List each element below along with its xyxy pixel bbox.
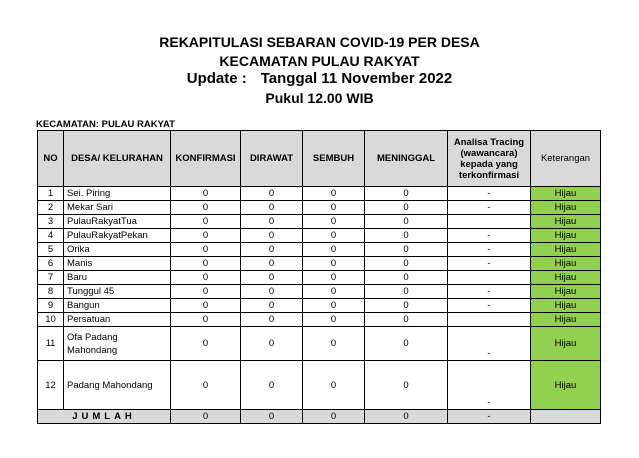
cell-no: 9 bbox=[38, 299, 64, 313]
cell-ket: Hijau bbox=[531, 271, 601, 285]
cell-tracing bbox=[448, 215, 531, 229]
cell-ket: Hijau bbox=[531, 257, 601, 271]
table-row bbox=[38, 285, 601, 299]
cell-konfirmasi: 0 bbox=[171, 243, 241, 257]
cell-konfirmasi: 0 bbox=[171, 271, 241, 285]
cell-dirawat: 0 bbox=[241, 361, 303, 410]
cell-desa: Tunggul 45 bbox=[64, 285, 171, 299]
table-row bbox=[38, 299, 601, 313]
cell-ket: Hijau bbox=[531, 229, 601, 243]
cell-sembuh: 0 bbox=[303, 229, 365, 243]
total-konfirmasi: 0 bbox=[171, 410, 241, 424]
total-tracing: - bbox=[448, 410, 531, 424]
table-row bbox=[38, 215, 601, 229]
cell-desa: Sei. Piring bbox=[64, 187, 171, 201]
cell-meninggal: 0 bbox=[365, 313, 448, 327]
total-dirawat: 0 bbox=[241, 410, 303, 424]
col-konfirmasi: KONFIRMASI bbox=[171, 131, 241, 187]
cell-konfirmasi: 0 bbox=[171, 327, 241, 361]
update-line bbox=[0, 70, 639, 88]
table-header-row bbox=[38, 131, 601, 187]
cell-no: 2 bbox=[38, 201, 64, 215]
cell-ket: Hijau bbox=[531, 201, 601, 215]
cell-ket: Hijau bbox=[531, 215, 601, 229]
cell-dirawat: 0 bbox=[241, 285, 303, 299]
cell-ket: Hijau bbox=[531, 243, 601, 257]
cell-sembuh: 0 bbox=[303, 285, 365, 299]
cell-dirawat: 0 bbox=[241, 243, 303, 257]
total-sembuh: 0 bbox=[303, 410, 365, 424]
col-keterangan: Keterangan bbox=[531, 131, 601, 187]
cell-meninggal: 0 bbox=[365, 299, 448, 313]
cell-meninggal: 0 bbox=[365, 327, 448, 361]
col-tracing: Analisa Tracing (wawancara) kepada yang terkonfirmasi bbox=[448, 131, 531, 187]
cell-no: 1 bbox=[38, 187, 64, 201]
total-row bbox=[38, 410, 601, 424]
cell-meninggal: 0 bbox=[365, 243, 448, 257]
cell-no: 4 bbox=[38, 229, 64, 243]
cell-meninggal: 0 bbox=[365, 257, 448, 271]
report-title: REKAPITULASI SEBARAN COVID-19 PER DESA bbox=[159, 34, 480, 50]
table-row bbox=[38, 229, 601, 243]
cell-ket: Hijau bbox=[531, 187, 601, 201]
cell-sembuh: 0 bbox=[303, 271, 365, 285]
table-row bbox=[38, 201, 601, 215]
cell-konfirmasi: 0 bbox=[171, 299, 241, 313]
table-row bbox=[38, 327, 601, 361]
cell-ket: Hijau bbox=[531, 299, 601, 313]
cell-konfirmasi: 0 bbox=[171, 285, 241, 299]
cell-dirawat: 0 bbox=[241, 257, 303, 271]
cell-dirawat: 0 bbox=[241, 187, 303, 201]
covid-table bbox=[37, 130, 601, 424]
cell-tracing: - bbox=[448, 257, 531, 271]
cell-dirawat: 0 bbox=[241, 201, 303, 215]
cell-meninggal: 0 bbox=[365, 285, 448, 299]
table-row bbox=[38, 271, 601, 285]
cell-desa: Persatuan bbox=[64, 313, 171, 327]
total-meninggal: 0 bbox=[365, 410, 448, 424]
cell-tracing bbox=[448, 313, 531, 327]
cell-ket: Hijau bbox=[531, 361, 601, 410]
table-row bbox=[38, 313, 601, 327]
cell-sembuh: 0 bbox=[303, 313, 365, 327]
col-meninggal: MENINGGAL bbox=[365, 131, 448, 187]
cell-sembuh: 0 bbox=[303, 215, 365, 229]
cell-tracing bbox=[448, 271, 531, 285]
col-sembuh: SEMBUH bbox=[303, 131, 365, 187]
cell-tracing: - bbox=[448, 243, 531, 257]
cell-meninggal: 0 bbox=[365, 201, 448, 215]
cell-meninggal: 0 bbox=[365, 215, 448, 229]
cell-dirawat: 0 bbox=[241, 215, 303, 229]
total-label: JUMLAH bbox=[38, 410, 171, 424]
cell-meninggal: 0 bbox=[365, 229, 448, 243]
cell-no: 10 bbox=[38, 313, 64, 327]
cell-konfirmasi: 0 bbox=[171, 257, 241, 271]
cell-konfirmasi: 0 bbox=[171, 229, 241, 243]
cell-tracing: - bbox=[448, 285, 531, 299]
cell-ket: Hijau bbox=[531, 327, 601, 361]
table-row bbox=[38, 187, 601, 201]
cell-ket: Hijau bbox=[531, 313, 601, 327]
update-date: Tanggal 11 November 2022 bbox=[260, 70, 453, 87]
cell-meninggal: 0 bbox=[365, 271, 448, 285]
cell-no: 7 bbox=[38, 271, 64, 285]
cell-dirawat: 0 bbox=[241, 313, 303, 327]
cell-sembuh: 0 bbox=[303, 299, 365, 313]
kecamatan-label: KECAMATAN: PULAU RAKYAT bbox=[36, 119, 175, 130]
cell-no: 11 bbox=[38, 327, 64, 361]
cell-desa: PulauRakyatPekan bbox=[64, 229, 171, 243]
total-ket bbox=[531, 410, 601, 424]
cell-dirawat: 0 bbox=[241, 229, 303, 243]
cell-tracing: - bbox=[448, 299, 531, 313]
cell-konfirmasi: 0 bbox=[171, 361, 241, 410]
cell-konfirmasi: 0 bbox=[171, 215, 241, 229]
cell-no: 5 bbox=[38, 243, 64, 257]
cell-desa: PulauRakyatTua bbox=[64, 215, 171, 229]
cell-sembuh: 0 bbox=[303, 243, 365, 257]
cell-sembuh: 0 bbox=[303, 201, 365, 215]
cell-dirawat: 0 bbox=[241, 327, 303, 361]
cell-tracing: - bbox=[448, 201, 531, 215]
cell-tracing: - bbox=[448, 229, 531, 243]
cell-tracing: - bbox=[448, 327, 531, 361]
cell-tracing: - bbox=[448, 187, 531, 201]
cell-desa: Manis bbox=[64, 257, 171, 271]
cell-desa: Padang Mahondang bbox=[64, 361, 171, 410]
table-row bbox=[38, 257, 601, 271]
cell-konfirmasi: 0 bbox=[171, 187, 241, 201]
cell-no: 3 bbox=[38, 215, 64, 229]
cell-dirawat: 0 bbox=[241, 271, 303, 285]
cell-no: 6 bbox=[38, 257, 64, 271]
cell-desa: Ofa Padang Mahondang bbox=[64, 327, 171, 361]
cell-meninggal: 0 bbox=[365, 361, 448, 410]
col-desa: DESA/ KELURAHAN bbox=[64, 131, 171, 187]
col-no: NO bbox=[38, 131, 64, 187]
cell-sembuh: 0 bbox=[303, 361, 365, 410]
update-label: Update : bbox=[186, 70, 247, 87]
cell-meninggal: 0 bbox=[365, 187, 448, 201]
cell-tracing: - bbox=[448, 361, 531, 410]
cell-konfirmasi: 0 bbox=[171, 313, 241, 327]
col-dirawat: DIRAWAT bbox=[241, 131, 303, 187]
cell-konfirmasi: 0 bbox=[171, 201, 241, 215]
cell-ket: Hijau bbox=[531, 285, 601, 299]
table-body bbox=[38, 187, 601, 424]
table-row bbox=[38, 243, 601, 257]
report-subtitle: KECAMATAN PULAU RAKYAT bbox=[219, 53, 420, 69]
cell-no: 12 bbox=[38, 361, 64, 410]
cell-sembuh: 0 bbox=[303, 327, 365, 361]
cell-desa: Bangun bbox=[64, 299, 171, 313]
cell-desa: Orika bbox=[64, 243, 171, 257]
cell-sembuh: 0 bbox=[303, 187, 365, 201]
cell-sembuh: 0 bbox=[303, 257, 365, 271]
cell-no: 8 bbox=[38, 285, 64, 299]
cell-desa: Mekar Sari bbox=[64, 201, 171, 215]
cell-desa: Baru bbox=[64, 271, 171, 285]
table-row bbox=[38, 361, 601, 410]
cell-dirawat: 0 bbox=[241, 299, 303, 313]
update-time: Pukul 12.00 WIB bbox=[265, 90, 374, 106]
